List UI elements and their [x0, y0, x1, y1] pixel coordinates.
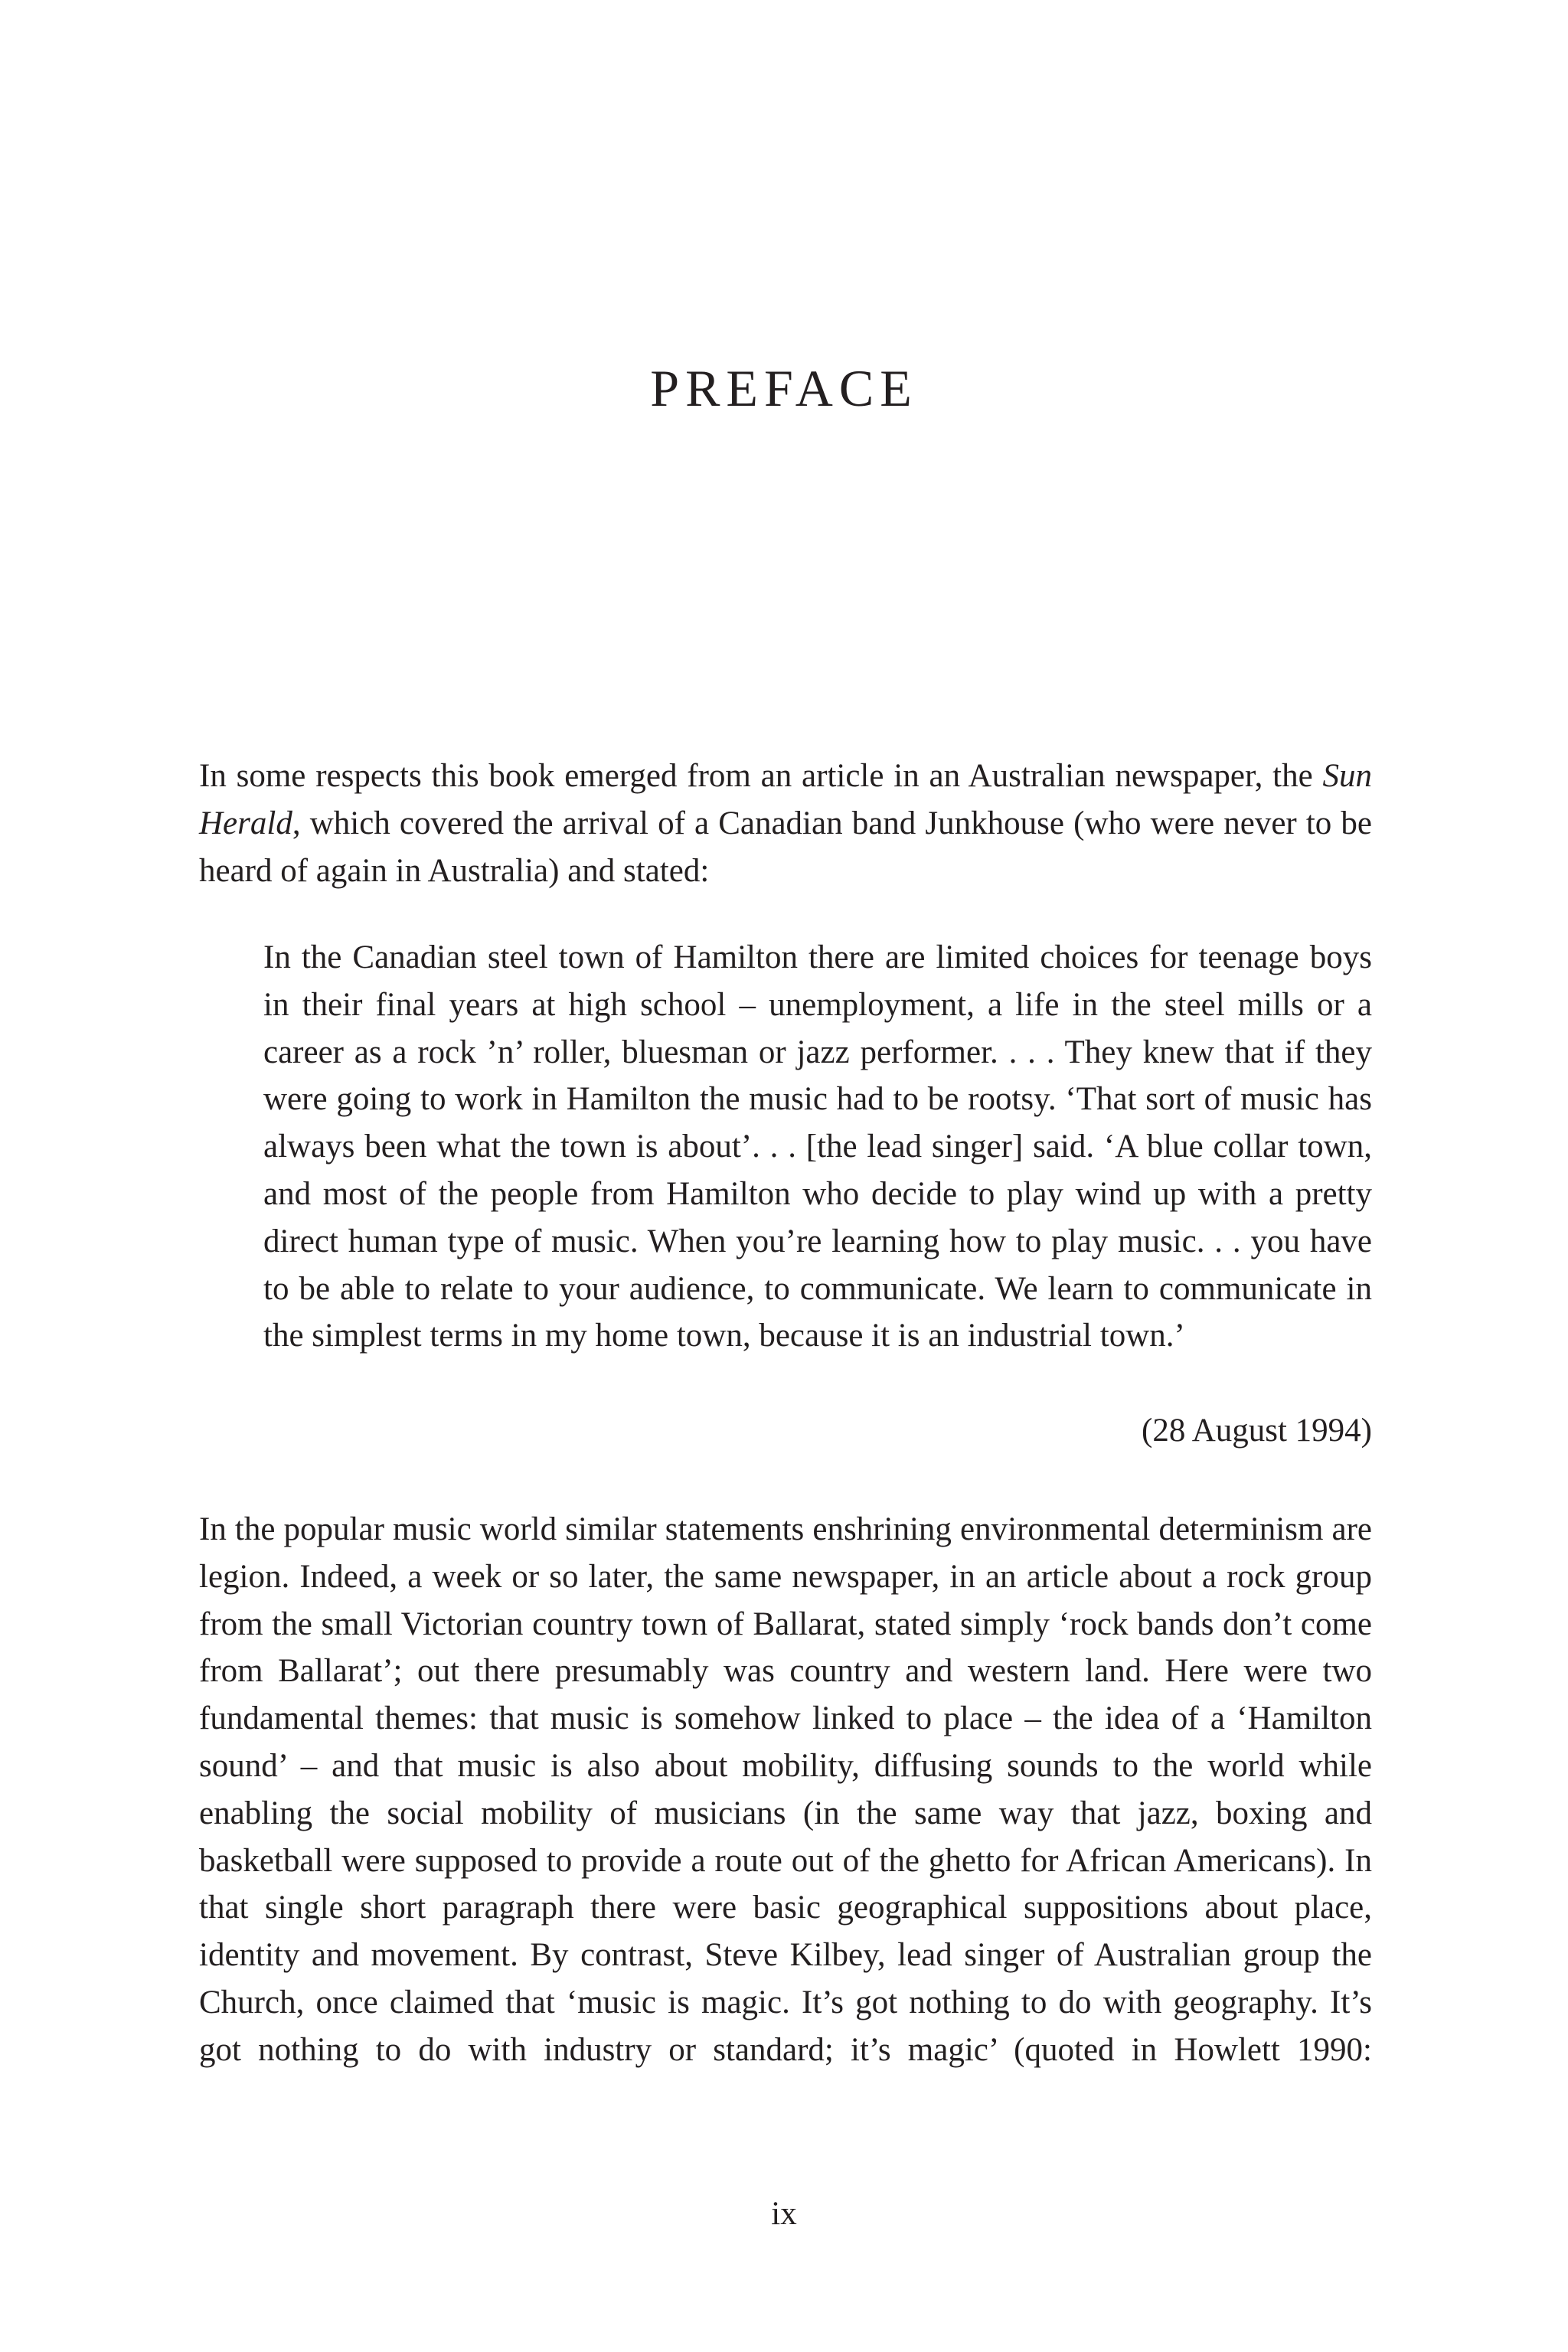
newspaper-title: Sun Herald [199, 758, 1372, 841]
opening-paragraph-text-end: , which covered the arrival of a Canadian band Junkhouse (who were never to be heard of again in Australia) and stated: [199, 805, 1372, 889]
quote-citation: (28 August 1994) [1142, 1413, 1372, 1449]
page-number: ix [771, 2196, 797, 2232]
block-quote: In the Canadian steel town of Hamilton there are limited choices for teenage boys in their final years at high school – unemployment, a life in the steel mills or a career as a rock ’n’ roller, bluesman or jazz performer. . . . They knew that if they were going to work in Hamilton the music had to be rootsy. ‘That sort of music has always been what the town is about’. . . [the lead singer] said. ‘A blue collar town, and most of the people from Hamilton who decide to play wind up with a pretty direct human type of music. When you’re learning how to play music. . . you have to be able to relate to your audience, to communicate. We learn to communicate in the simplest terms in my home town, because it is an industrial town.’ [263, 939, 1372, 1354]
opening-paragraph [199, 753, 1372, 894]
opening-paragraph-text-start: In some respects this book emerged from an article in an Australian newspaper, the [199, 758, 1323, 794]
page-title: PREFACE [650, 359, 918, 417]
second-paragraph: In the popular music world similar statements enshrining environmental determinism are legion. Indeed, a week or so later, the same newspaper, in an article about a rock group from the small Victorian country town of Ballarat, stated simply ‘rock bands don’t come from Ballarat’; out there presumably was country and western land. Here were two fundamental themes: that music is somehow linked to place – the idea of a ‘Hamilton sound’ – and that music is also about mobility, diffusing sounds to the world while enabling the social mobility of musicians (in the same way that jazz, boxing and basketball were supposed to provide a route out of the ghetto for African Americans). In that single short paragraph there were basic geographical suppositions about place, identity and movement. By contrast, Steve Kilbey, lead singer of Australian group the Church, once claimed that ‘music is magic. It’s got nothing to do with geography. It’s got nothing to do with industry or standard; it’s magic’ (quoted in Howlett 1990: [199, 1511, 1372, 2068]
